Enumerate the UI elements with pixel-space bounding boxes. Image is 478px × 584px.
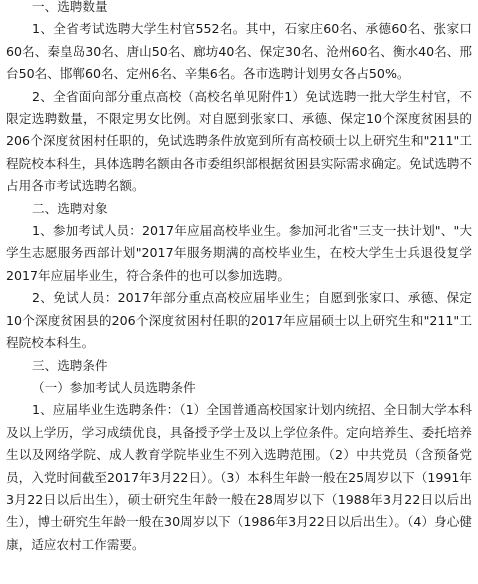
section-heading-targets: 二、选聘对象 <box>32 200 108 216</box>
subsection-heading-exam-conditions: （一）参加考试人员选聘条件 <box>32 379 196 395</box>
paragraph-graduate-conditions: 1、应届毕业生选聘条件：（1）全国普通高校国家计划内统招、全日制大学本科及以上学历，学习成绩优良，具备授予学士及以上学位条件。定向培养生、委托培养生以及网络学院、成人教育学院毕业生不列入选聘范围。（2）中共党员（含预备党员，入党时间截至2017年3月22日）。（3）本科生年龄一般在25周岁以下（1991年3月22日以后出生），硕士研究生年龄一般在28周岁以下（1988年3月22日以后出生），博士研究生年龄一般在30周岁以下（1986年3月22日以后出生）。（4）身心健康，适应农村工作需要。 <box>6 402 472 552</box>
paragraph-exempt-candidates: 2、免试人员：2017年部分重点高校应届毕业生；自愿到张家口、承德、保定10个深度贫困县的206个深度贫困村任职的2017年应届硕士以上研究生和"211"工程院校本科生。 <box>6 290 472 351</box>
section-heading-conditions: 三、选聘条件 <box>32 357 108 373</box>
paragraph-exam-candidates: 1、参加考试人员：2017年应届高校毕业生。参加河北省"三支一扶计划"、"大学生志愿服务西部计划"2017年服务期满的高校毕业生，在校大学生士兵退役复学2017年应届毕业生，符合条件的也可以参加选聘。 <box>6 223 472 283</box>
section-heading-quantity: 一、选聘数量 <box>32 0 108 14</box>
paragraph-exam-quota: 1、全省考试选聘大学生村官552名。其中，石家庄60名、承德60名、张家口60名、秦皇岛30名、唐山50名、廊坊40名、保定30名、沧州60名、衡水40名、邢台50名、邯郸60名、定州6名、辛集6名。各市选聘计划男女各占50%。 <box>6 21 472 82</box>
paragraph-exempt-selection: 2、全省面向部分重点高校（高校名单见附件1）免试选聘一批大学生村官，不限定选聘数量，不限定男女比例。对自愿到张家口、承德、保定10个深度贫困县的206个深度贫困村任职的，免试选聘条件放宽到所有高校硕士以上研究生和"211"工程院校本科生，具体选聘名额由各市委组织部根据贫困县实际需求确定。免试选聘不占用各市考试选聘名额。 <box>6 88 472 194</box>
